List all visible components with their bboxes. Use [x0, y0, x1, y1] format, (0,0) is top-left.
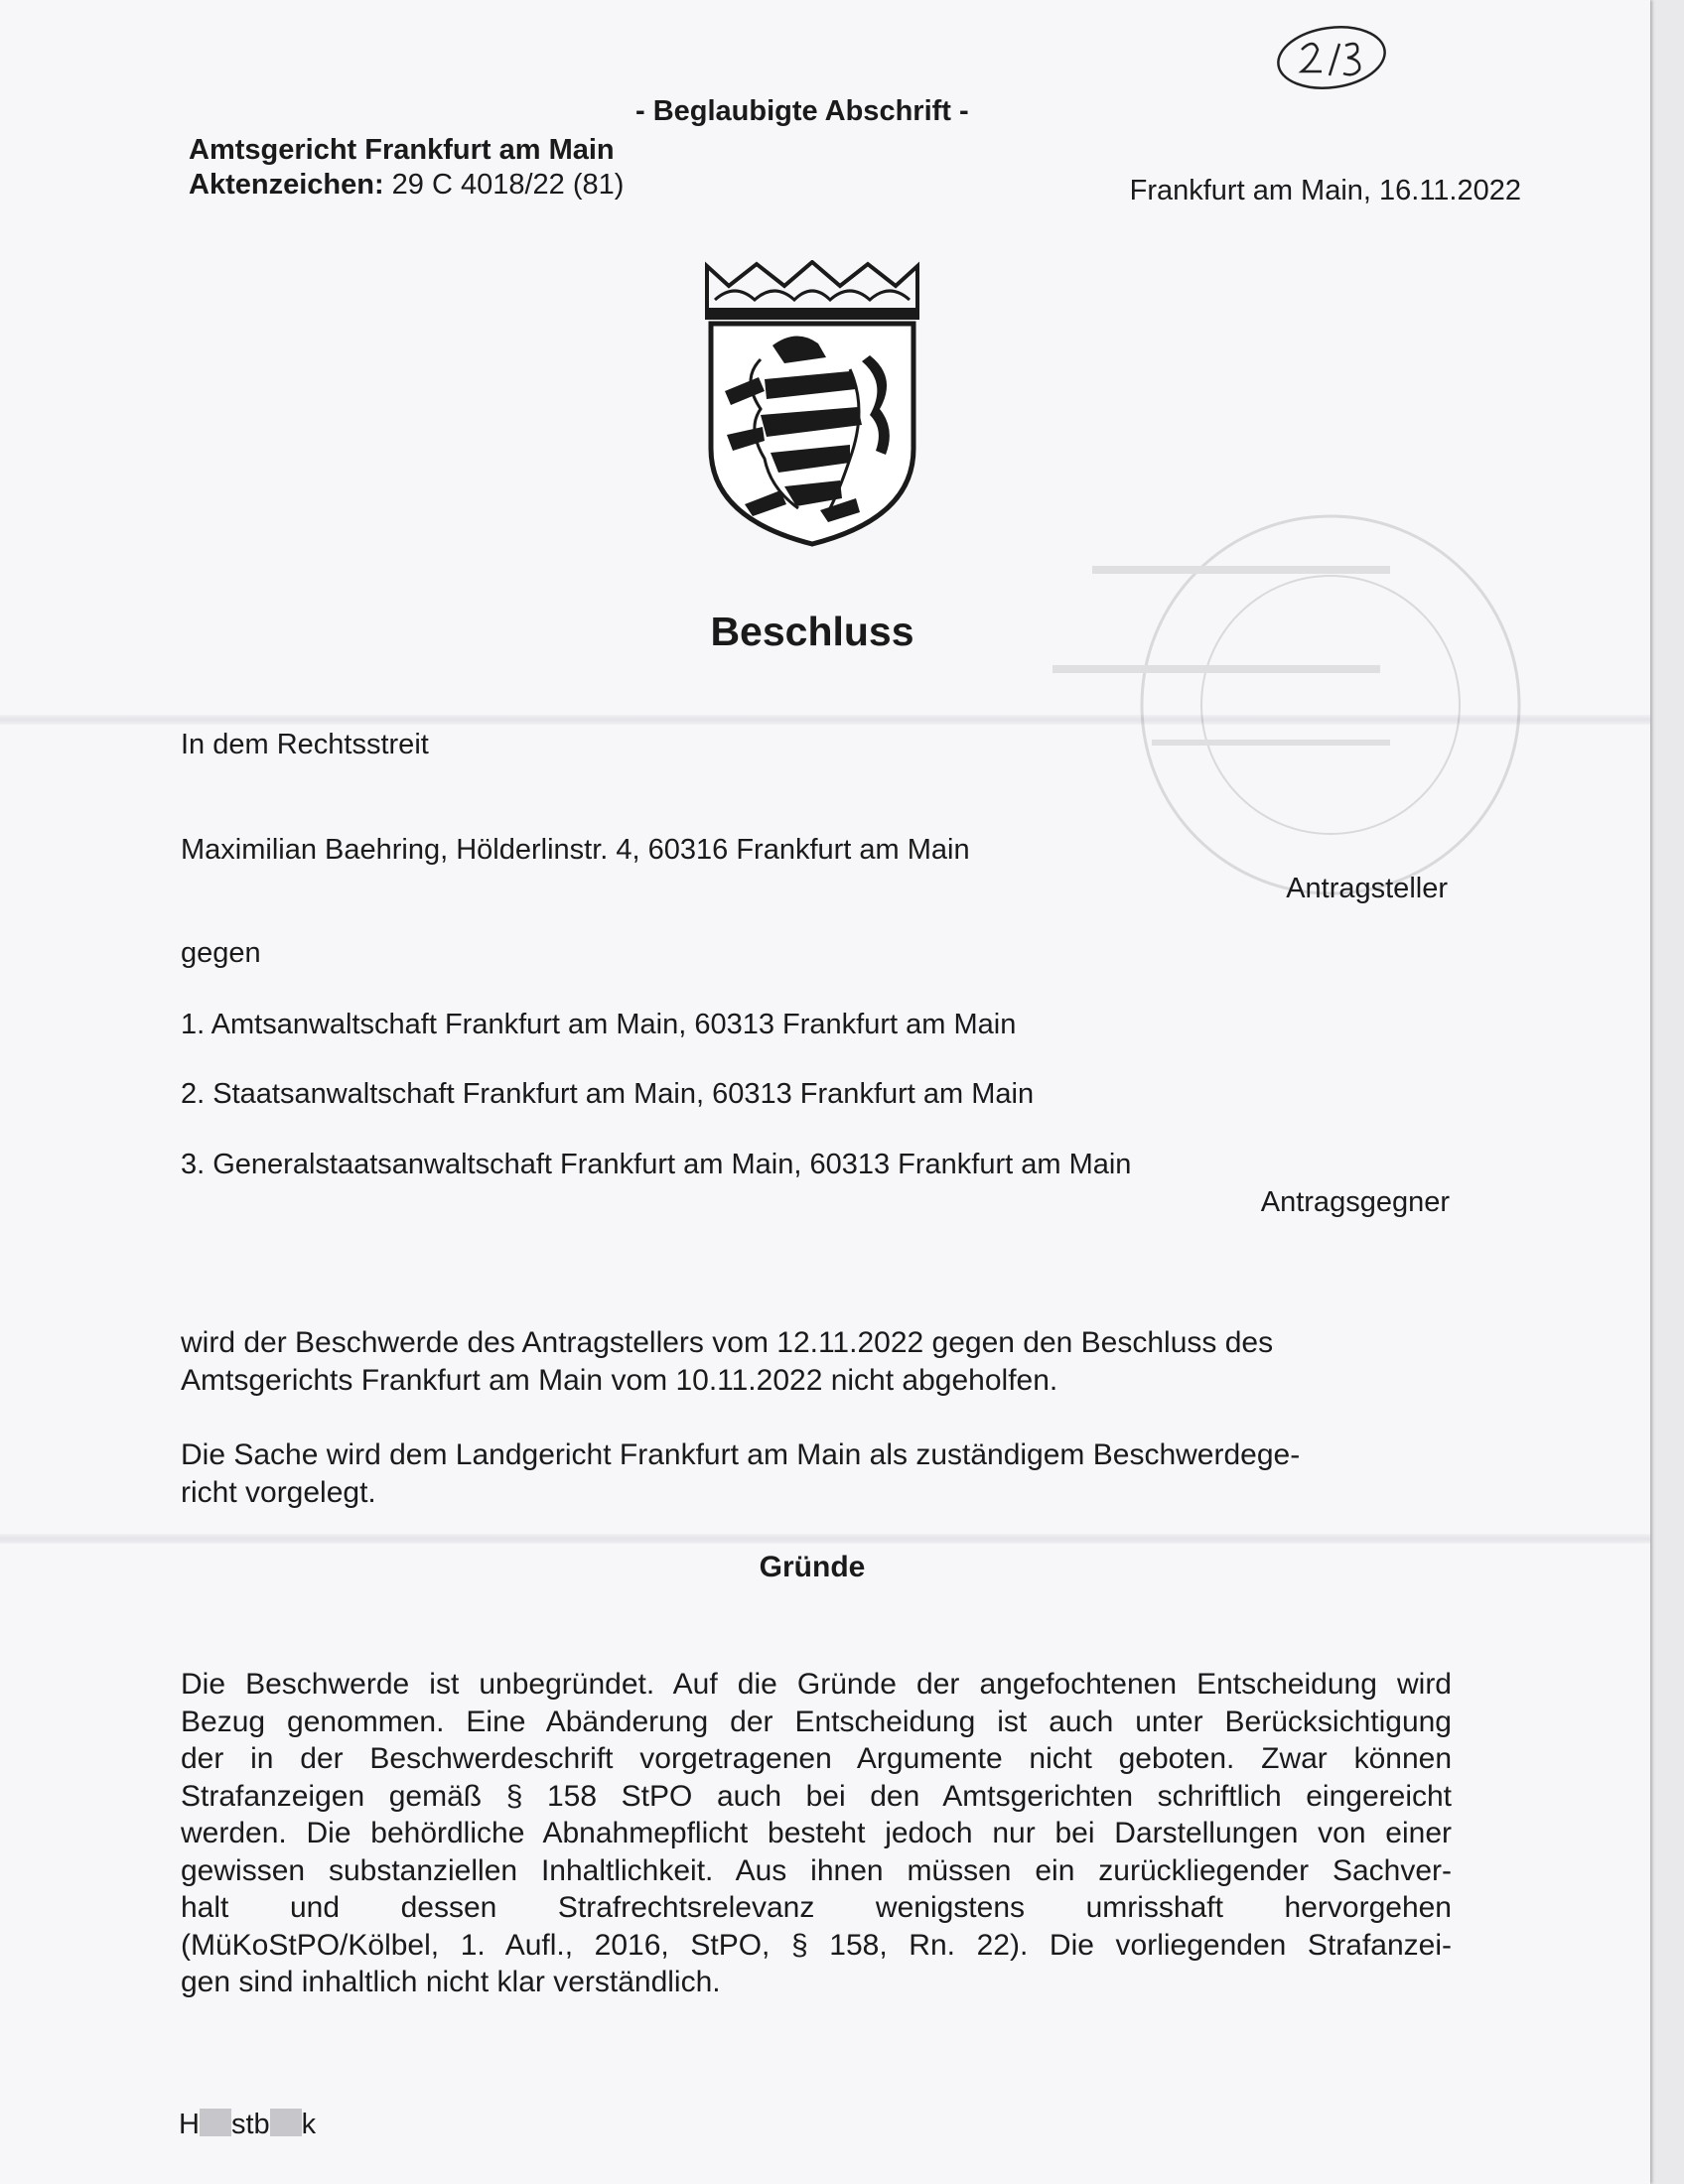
redaction-block — [200, 2109, 231, 2136]
file-reference — [189, 167, 624, 203]
hessen-coat-of-arms-icon — [701, 260, 923, 548]
reasons-line: werden. Die behördliche Abnahmepflicht besteht jedoch nur bei Darstellungen von einer — [181, 1817, 1452, 1849]
faint-stamp-icon — [1033, 496, 1529, 913]
decision-line: Amtsgerichts Frankfurt am Main vom 10.11.2022 nicht abgeholfen. — [181, 1363, 1058, 1397]
redaction-block — [270, 2109, 302, 2136]
decision-paragraph-2 — [181, 1436, 1452, 1511]
respondent-2: 2. Staatsanwaltschaft Frankfurt am Main, 60313 Frankfurt am Main — [181, 1078, 1035, 1110]
respondent-1: 1. Amtsanwaltschaft Frankfurt am Main, 60313 Frankfurt am Main — [181, 1009, 1017, 1040]
signature-part: k — [301, 2109, 317, 2140]
reasons-line: (MüKoStPO/Kölbel, 1. Aufl., 2016, StPO, § 158, Rn. 22). Die vorliegenden Strafanzei- — [181, 1928, 1452, 1962]
reasons-heading: Gründe — [759, 1551, 866, 1583]
applicant-address: Maximilian Baehring, Hölderlinstr. 4, 60316 Frankfurt am Main — [181, 834, 970, 866]
reasons-line: gen sind inhaltlich nicht klar verständlich. — [181, 1966, 721, 1998]
certified-copy-label: - Beglaubigte Abschrift - — [635, 95, 969, 127]
signature-name — [179, 2107, 316, 2142]
court-name: Amtsgericht Frankfurt am Main — [189, 134, 615, 166]
decision-line: Die Sache wird dem Landgericht Frankfurt am Main als zuständigem Beschwerdege- — [181, 1438, 1301, 1471]
reasons-line: Strafanzeigen gemäß § 158 StPO auch bei den Amtsgerichten schriftlich eingereicht — [181, 1779, 1452, 1813]
reasons-line: Die Beschwerde ist unbegründet. Auf die Gründe der angefochtenen Entscheidung wird — [181, 1668, 1452, 1701]
reasons-paragraph — [181, 1666, 1452, 2001]
file-reference-label: Aktenzeichen: — [189, 169, 384, 201]
parties-intro: In dem Rechtsstreit — [181, 729, 429, 760]
applicant-role: Antragsteller — [1286, 873, 1448, 904]
reasons-line: der in der Beschwerdeschrift vorgetragenen Argumente nicht geboten. Zwar können — [181, 1742, 1452, 1775]
signature-part: stb — [230, 2109, 270, 2140]
versus-label: gegen — [181, 937, 261, 969]
place-date: Frankfurt am Main, 16.11.2022 — [1129, 175, 1521, 206]
reasons-line: Bezug genommen. Eine Abänderung der Entscheidung ist auch unter Berücksichtigung — [181, 1705, 1452, 1738]
paper-fold — [0, 1534, 1650, 1544]
decision-line: wird der Beschwerde des Antragstellers vom 12.11.2022 gegen den Beschluss des — [181, 1326, 1274, 1359]
respondent-role: Antragsgegner — [1260, 1186, 1450, 1218]
file-reference-number: 29 C 4018/22 (81) — [391, 169, 625, 201]
decision-paragraph-1 — [181, 1324, 1452, 1399]
handwritten-page-note-icon — [1274, 22, 1391, 93]
respondent-3: 3. Generalstaatsanwaltschaft Frankfurt am Main, 60313 Frankfurt am Main — [181, 1149, 1132, 1180]
reasons-line: gewissen substanziellen Inhaltlichkeit. Aus ihnen müssen ein zurückliegender Sachver- — [181, 1853, 1452, 1887]
reasons-line: halt und dessen Strafrechtsrelevanz wenigstens umrisshaft hervorgehen — [181, 1891, 1452, 1924]
signature-part: H — [179, 2109, 200, 2140]
document-title: Beschluss — [710, 609, 914, 654]
decision-line: richt vorgelegt. — [181, 1475, 376, 1509]
